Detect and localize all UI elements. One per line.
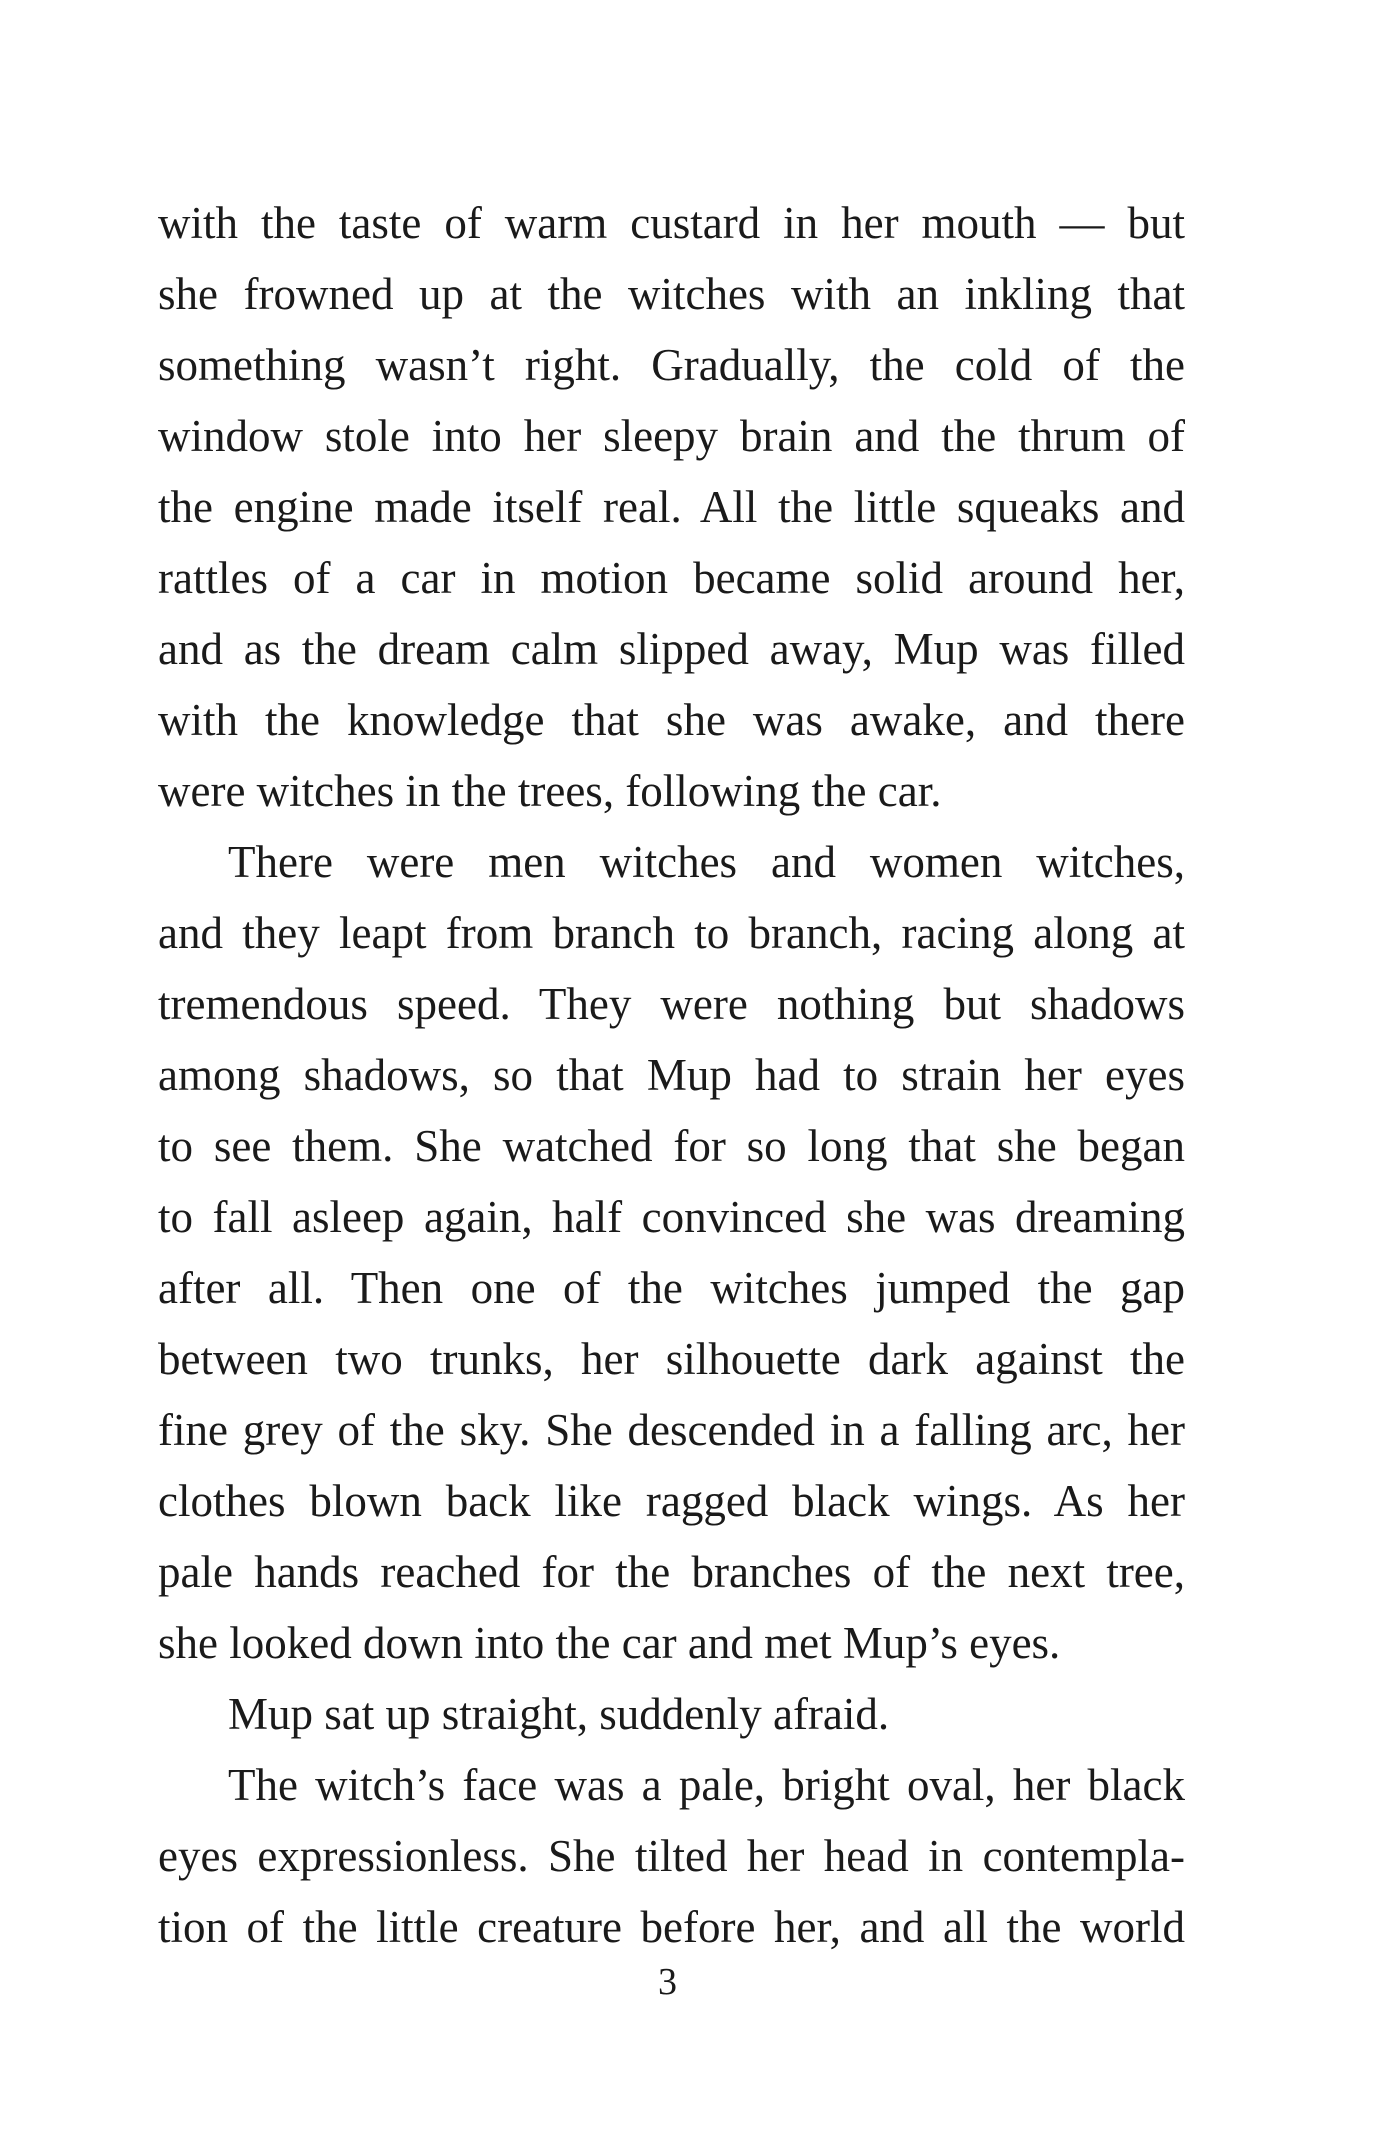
text-line: rattles of a car in motion became solid around her,: [158, 553, 1185, 603]
text-line: she looked down into the car and met Mup’s eyes.: [158, 1618, 1061, 1668]
text-line: she frowned up at the witches with an inkling that: [158, 269, 1185, 319]
text-line: tion of the little creature before her, and all the world: [158, 1902, 1185, 1952]
text-line: pale hands reached for the branches of the next tree,: [158, 1547, 1185, 1597]
paragraph-3: [158, 1679, 1185, 1750]
text-line: The witch’s face was a pale, bright oval, her black: [228, 1760, 1185, 1810]
text-line: were witches in the trees, following the car.: [158, 766, 942, 816]
text-line: window stole into her sleepy brain and the thrum of: [158, 411, 1185, 461]
text-line: something wasn’t right. Gradually, the cold of the: [158, 340, 1185, 390]
text-line: Mup sat up straight, suddenly afraid.: [228, 1689, 890, 1739]
text-line: after all. Then one of the witches jumped the gap: [158, 1263, 1185, 1313]
text-line: with the knowledge that she was awake, and there: [158, 695, 1185, 745]
text-line: to fall asleep again, half convinced she was dreaming: [158, 1192, 1185, 1242]
text-line: clothes blown back like ragged black wings. As her: [158, 1476, 1185, 1526]
body-text: [158, 188, 1185, 1963]
page-number: 3: [658, 1961, 677, 2003]
paragraph-2: [158, 827, 1185, 1679]
paragraph-4: [158, 1750, 1185, 1963]
text-line: to see them. She watched for so long that she began: [158, 1121, 1185, 1171]
text-line: eyes expressionless. She tilted her head in contempla-: [158, 1831, 1185, 1881]
text-line: There were men witches and women witches,: [228, 837, 1185, 887]
paragraph-1: [158, 188, 1185, 827]
text-line: among shadows, so that Mup had to strain her eyes: [158, 1050, 1185, 1100]
text-line: with the taste of warm custard in her mouth — but: [158, 198, 1185, 248]
text-line: between two trunks, her silhouette dark against the: [158, 1334, 1185, 1384]
text-line: and they leapt from branch to branch, racing along at: [158, 908, 1185, 958]
text-line: tremendous speed. They were nothing but shadows: [158, 979, 1185, 1029]
text-line: and as the dream calm slipped away, Mup was filled: [158, 624, 1185, 674]
text-line: the engine made itself real. All the little squeaks and: [158, 482, 1185, 532]
text-line: fine grey of the sky. She descended in a falling arc, her: [158, 1405, 1185, 1455]
